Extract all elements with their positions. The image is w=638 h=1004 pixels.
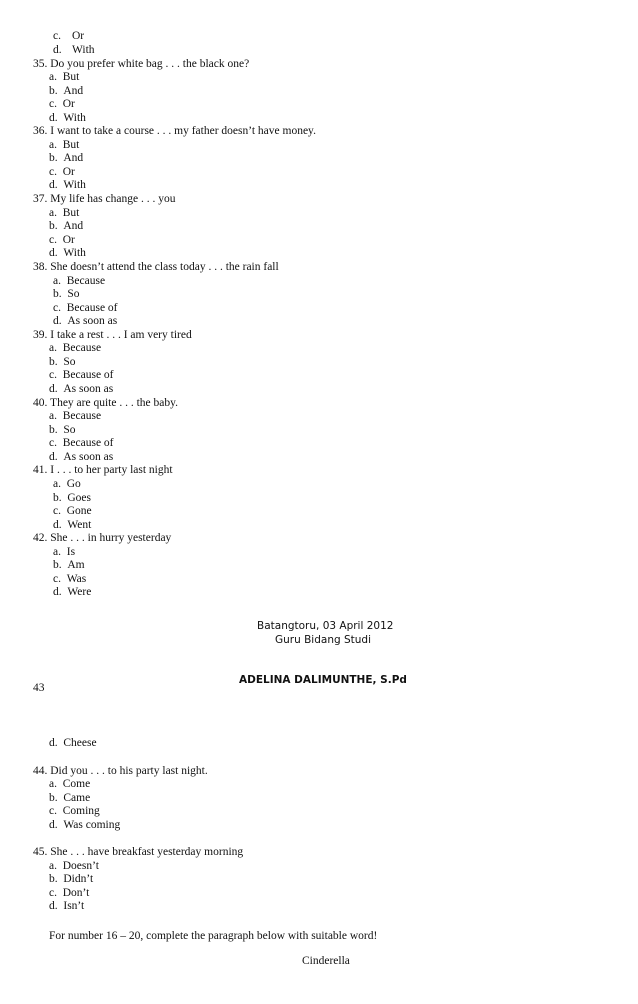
option: b. And [49,85,84,97]
option: d. Isn’t [49,900,85,912]
option: a. But [49,207,80,219]
option: d. With [49,112,86,124]
question-37: 37. My life has change . . . you [33,193,176,205]
option: d. With [49,247,86,259]
option: c. Or [49,166,75,178]
option-c: c. [53,30,61,42]
option: a. Come [49,778,91,790]
question-38: 38. She doesn’t attend the class today . . . the rain fall [33,261,279,273]
option: d. With [49,179,86,191]
option-text: With [72,44,95,56]
option-d: d. [53,44,62,56]
option: b. So [53,288,80,300]
question-44: 44. Did you . . . to his party last night. [33,765,208,777]
story-title: Cinderella [302,955,350,967]
option: d. As soon as [49,451,114,463]
option: a. Doesn’t [49,860,99,872]
option: d. Went [53,519,92,531]
option: a. Is [53,546,76,558]
option: c. Was [53,573,87,585]
option-text: Or [72,30,85,42]
option: a. Because [49,410,102,422]
option: c. Or [49,98,75,110]
option: c. Because of [53,302,118,314]
signature-role: Guru Bidang Studi [275,634,371,646]
question-45: 45. She . . . have breakfast yesterday morning [33,846,244,858]
option: c. Because of [49,437,114,449]
option: b. And [49,152,84,164]
option: d. Were [53,586,92,598]
option: b. So [49,356,76,368]
option: c. Gone [53,505,92,517]
instruction-text: For number 16 – 20, complete the paragraph below with suitable word! [49,930,378,942]
option: a. Because [49,342,102,354]
option: c. Don’t [49,887,90,899]
option: a. Because [53,275,106,287]
option: b. Goes [53,492,92,504]
option: b. Am [53,559,85,571]
question-36: 36. I want to take a course . . . my father doesn’t have money. [33,125,316,137]
option: d. Cheese [49,737,97,749]
option: d. As soon as [49,383,114,395]
question-39: 39. I take a rest . . . I am very tired [33,329,192,341]
option: a. But [49,71,80,83]
signature-name: ADELINA DALIMUNTHE, S.Pd [239,674,407,686]
option: b. Didn’t [49,873,94,885]
option: a. Go [53,478,81,490]
option: b. Came [49,792,91,804]
option: c. Or [49,234,75,246]
option: c. Coming [49,805,100,817]
question-35: 35. Do you prefer white bag . . . the black one? [33,58,250,70]
option: d. As soon as [53,315,118,327]
question-41: 41. I . . . to her party last night [33,464,173,476]
option: b. So [49,424,76,436]
option: c. Because of [49,369,114,381]
option: b. And [49,220,84,232]
question-40: 40. They are quite . . . the baby. [33,397,178,409]
question-42: 42. She . . . in hurry yesterday [33,532,172,544]
option: d. Was coming [49,819,121,831]
signature-place-date: Batangtoru, 03 April 2012 [257,620,394,632]
option: a. But [49,139,80,151]
question-43-number: 43 [33,682,45,694]
